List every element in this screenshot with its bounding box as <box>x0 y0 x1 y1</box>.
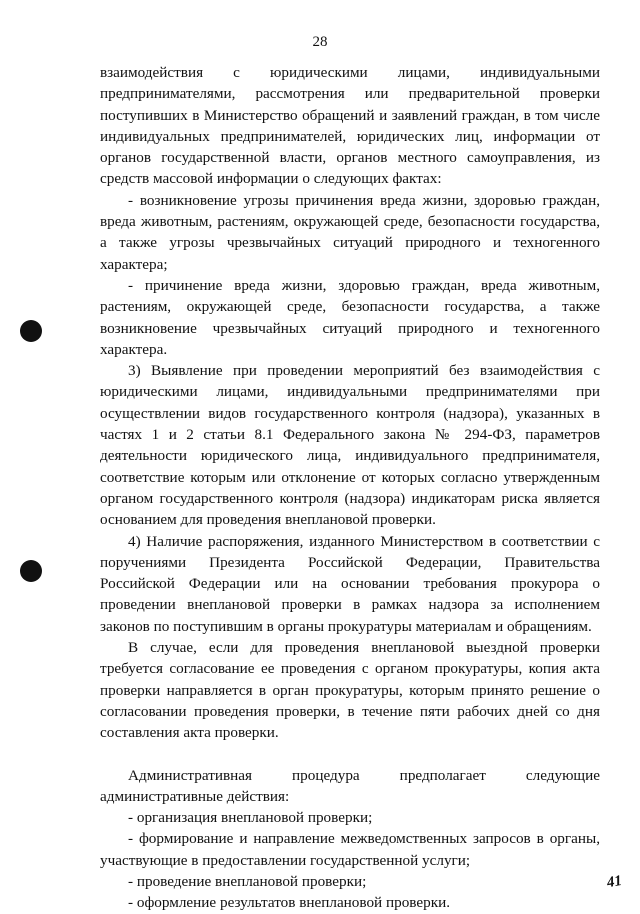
paragraph-gap <box>100 744 600 765</box>
action-item-4: - оформление результатов внеплановой проверки. <box>128 894 451 912</box>
punch-hole-top <box>20 320 42 342</box>
paragraph-item-3: 3) Выявление при проведении мероприятий без взаимодействия с юридическими лицами, индивидуальными предпринимателями при осуществлении видов государственного контроля (надзора), указанных в частях 1 и 2 статьи 8.1 Федерального закона № 294-ФЗ, параметров деятельности юридического лица, индивидуального предпринимателя, соответствие которым или отклонение от которых согласно утвержденным органом государственного контроля (надзора) индикаторам риска является основанием для проведения внеплановой проверки. <box>100 362 600 529</box>
action-item-2: - формирование и направление межведомственных запросов в органы, участвующие в предоставлении государственной услуги; <box>100 830 600 869</box>
paragraph-1: взаимодействия с юридическими лицами, индивидуальными предпринимателями, рассмотрения или предварительной проверки поступивших в Министерство обращений и заявлений граждан, в том числе индивидуальных предпринимателей, юридических лиц, информации от органов государственной власти, органов местного самоуправления, из средств массовой информации о следующих фактах: <box>100 64 600 188</box>
handwritten-page-mark: 41 <box>605 872 624 892</box>
paragraph-item-4: 4) Наличие распоряжения, изданного Министерством в соответствии с поручениями Президента Российской Федерации, Правительства Российской Федерации или на основании требования прокурора о проведении внеплановой проверки в рамках надзора за исполнением законов по поступившим в органы прокуратуры материалам и обращениям. <box>100 532 600 635</box>
document-body <box>100 62 600 914</box>
action-item-3: - проведение внеплановой проверки; <box>128 872 367 890</box>
list-item-2: - причинение вреда жизни, здоровью граждан, вреда животным, растениям, окружающей среде, безопасности государства, а также возникновение чрезвычайных ситуаций природного и техногенного характера. <box>100 276 600 358</box>
page-number: 28 <box>312 34 328 50</box>
list-item-1: - возникновение угрозы причинения вреда жизни, здоровью граждан, вреда животным, растениям, окружающей среде, безопасности государства, а также угрозы чрезвычайных ситуаций природного и техногенного характера; <box>100 191 600 273</box>
paragraph-prosecutor: В случае, если для проведения внеплановой выездной проверки требуется согласование ее проведения с органом прокуратуры, копия акта проверки направляется в орган прокуратуры, которым принято решение о согласовании проведения проверки, в течение пяти рабочих дней со дня составления акта проверки. <box>100 639 600 742</box>
action-item-1: - организация внеплановой проверки; <box>128 809 373 827</box>
punch-hole-bottom <box>20 560 42 582</box>
paragraph-procedure: Административная процедура предполагает следующие административные действия: <box>100 766 600 805</box>
